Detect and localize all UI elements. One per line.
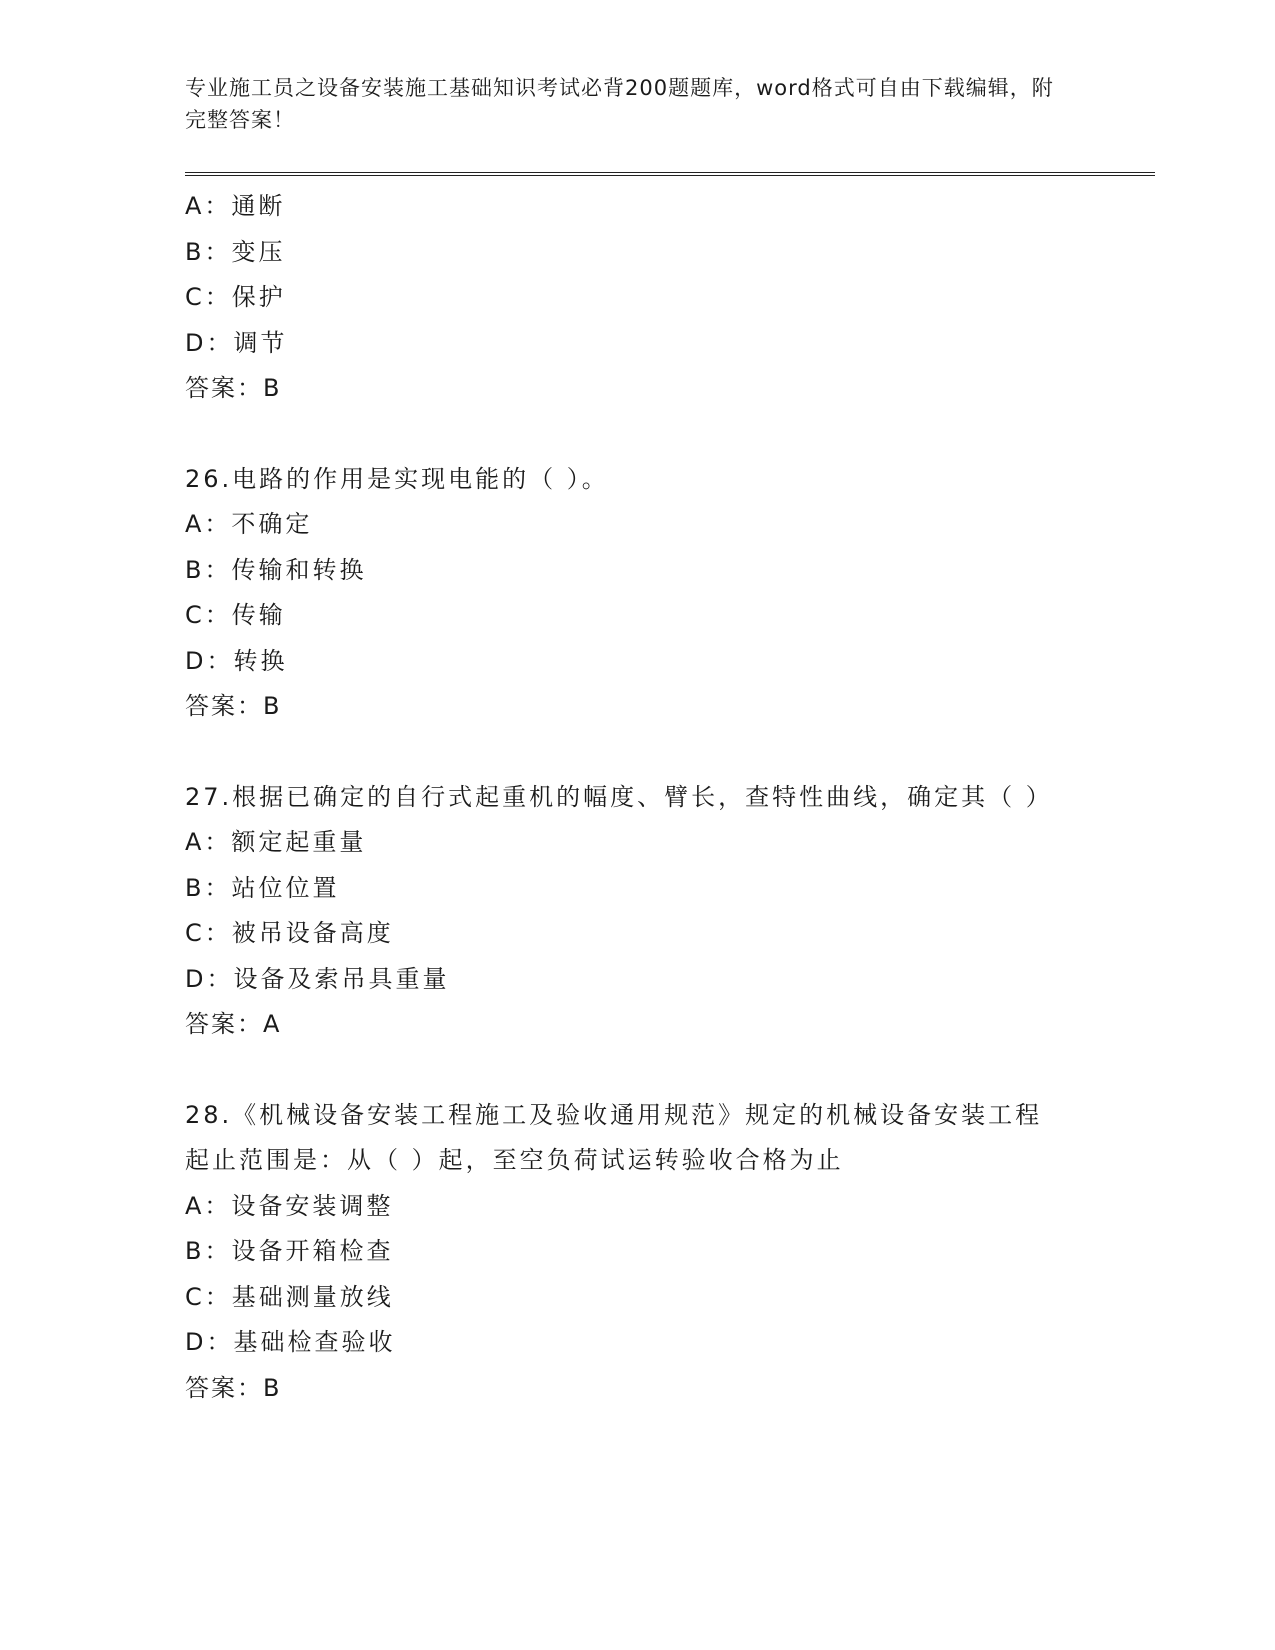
option-a: A：设备安装调整 [185, 1191, 394, 1220]
question-28 [185, 1093, 1155, 1412]
option-b: B：设备开箱检查 [185, 1237, 394, 1265]
answer-line: 答案：B [185, 1373, 282, 1402]
question-27 [185, 775, 1155, 1048]
option-a: A：额定起重量 [185, 828, 367, 856]
option-c: C：被吊设备高度 [185, 919, 394, 947]
document-header: 专业施工员之设备安装施工基础知识考试必背200题题库，word格式可自由下载编辑，附完整答案！ [185, 76, 1054, 132]
answer-line: 答案：B [185, 692, 282, 720]
option-d: D：转换 [185, 646, 288, 675]
spacer [185, 412, 1155, 457]
option-c: C：传输 [185, 601, 286, 629]
question-stem: 26.电路的作用是实现电能的（ ）。 [185, 464, 609, 493]
option-b: B：站位位置 [185, 873, 340, 902]
option-d: D：设备及索吊具重量 [185, 964, 450, 993]
option-b: B：传输和转换 [185, 555, 367, 584]
option-a: A：不确定 [185, 510, 313, 538]
option-b: B：变压 [185, 237, 286, 266]
option-d: D：调节 [185, 328, 288, 357]
option-a: A：通断 [185, 192, 286, 220]
spacer [185, 1048, 1155, 1093]
spacer [185, 730, 1155, 775]
document-page [185, 72, 1155, 1411]
question-stem: 28.《机械设备安装工程施工及验收通用规范》规定的机械设备安装工程起止范围是：从（ ）起，至空负荷试运转验收合格为止 [185, 1100, 1043, 1174]
header-divider [185, 172, 1155, 176]
answer-line: 答案：B [185, 374, 282, 402]
option-c: C：保护 [185, 283, 286, 311]
question-stem: 27.根据已确定的自行式起重机的幅度、臂长，查特性曲线，确定其（ ） [185, 782, 1053, 811]
option-d: D：基础检查验收 [185, 1328, 396, 1356]
partial-question [185, 184, 1155, 412]
question-26 [185, 457, 1155, 730]
option-c: C：基础测量放线 [185, 1282, 394, 1311]
answer-line: 答案：A [185, 1010, 282, 1038]
